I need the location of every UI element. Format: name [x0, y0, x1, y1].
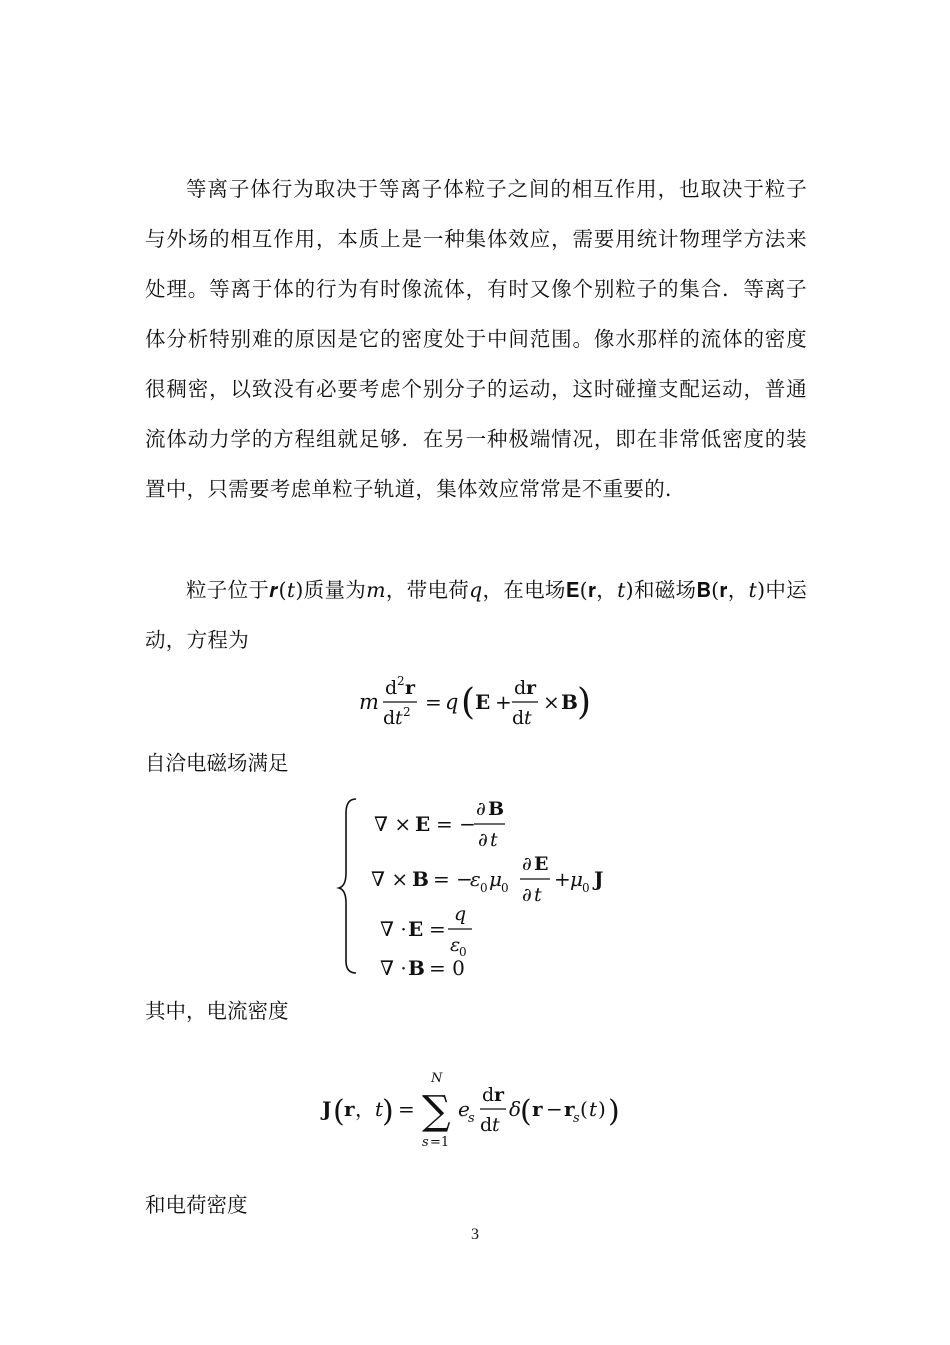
svg-text:(: (: [333, 1094, 345, 1129]
svg-text:E: E: [534, 853, 549, 875]
svg-text:∂: ∂: [522, 884, 532, 906]
svg-text:∇ ·: ∇ ·: [380, 956, 407, 980]
svg-text:r: r: [526, 677, 537, 699]
svg-text:r: r: [344, 1097, 355, 1121]
label-current-density: 其中，电流密度: [145, 999, 289, 1023]
svg-text:ε: ε: [470, 867, 481, 891]
svg-text:m: m: [359, 690, 379, 714]
svg-text:d: d: [383, 707, 396, 729]
svg-text:t: t: [524, 707, 532, 729]
svg-text:r: r: [532, 1097, 543, 1121]
svg-text:J: J: [594, 867, 604, 891]
svg-text:d: d: [512, 707, 525, 729]
svg-text:0: 0: [582, 881, 590, 895]
svg-text:t: t: [490, 829, 498, 851]
svg-text:∇ ×: ∇ ×: [371, 867, 409, 891]
svg-text:，: ，: [355, 1097, 375, 1121]
svg-text:s: s: [422, 1135, 429, 1150]
equation-current-density: [318, 1066, 638, 1154]
svg-text:J: J: [322, 1097, 332, 1121]
svg-text:0: 0: [459, 945, 467, 959]
svg-text:+: +: [554, 867, 571, 891]
svg-text:B: B: [408, 956, 425, 980]
svg-text:E: E: [408, 917, 424, 941]
svg-text:∂: ∂: [476, 798, 486, 820]
svg-text:∂: ∂: [522, 853, 532, 875]
svg-text:∇ ×: ∇ ×: [374, 812, 412, 836]
svg-text:N: N: [431, 1071, 443, 1086]
svg-text:q: q: [445, 690, 459, 714]
svg-text:=: =: [425, 690, 442, 714]
page-number: 3: [471, 1226, 479, 1243]
svg-text:s: s: [573, 1111, 580, 1126]
svg-text:E: E: [475, 690, 491, 714]
svg-text:ε: ε: [450, 934, 461, 956]
svg-text:): ): [577, 682, 592, 723]
label-self-consistent-field: 自洽电磁场满足: [145, 751, 289, 775]
svg-text:t: t: [375, 1097, 384, 1121]
svg-text:+: +: [495, 690, 512, 714]
svg-text:s: s: [468, 1111, 475, 1126]
svg-text:=1: =1: [430, 1135, 450, 1150]
paragraph-plasma-behavior: 等离子体行为取决于等离子体粒子之间的相互作用，也取决于粒子与外场的相互作用，本质上是一种集体效应，需要用统计物理学方法来处理。等离于体的行为有时像流体，有时又像个别粒子的集合．等离子体分析特别难的原因是它的密度处于中间范围。像水那样的流体的密度很稠密，以致没有必要考虑个别分子的运动，这时碰撞支配运动，普通流体动力学的方程组就足够．在另一种极端情况，即在非常低密度的装置中，只需要考虑单粒子轨道，集体效应常常是不重要的．: [145, 177, 807, 501]
svg-text:δ: δ: [509, 1097, 522, 1121]
svg-text:= 0: = 0: [429, 956, 465, 980]
svg-text:d: d: [514, 677, 527, 699]
svg-text:t: t: [395, 707, 403, 729]
svg-text:): ): [382, 1094, 394, 1129]
svg-text:= −: = −: [436, 812, 476, 836]
svg-text:−: −: [546, 1097, 563, 1121]
svg-text:t: t: [534, 884, 542, 906]
svg-text:2: 2: [403, 705, 411, 719]
svg-text:∇ ·: ∇ ·: [380, 917, 407, 941]
svg-text:×: ×: [543, 690, 560, 714]
svg-text:=: =: [398, 1097, 415, 1121]
svg-text:r: r: [494, 1084, 505, 1106]
svg-text:t: t: [589, 1097, 598, 1121]
svg-text:0: 0: [480, 881, 488, 895]
svg-text:∂: ∂: [478, 829, 488, 851]
svg-text:(: (: [520, 1094, 532, 1129]
svg-text:E: E: [415, 812, 431, 836]
svg-text:q: q: [454, 903, 467, 925]
svg-text:∑: ∑: [422, 1088, 451, 1134]
equation-motion: [355, 672, 595, 734]
svg-text:(: (: [580, 1097, 588, 1121]
svg-text:μ: μ: [489, 867, 502, 891]
svg-text:d: d: [482, 1084, 495, 1106]
svg-text:r: r: [564, 1097, 575, 1121]
svg-text:2: 2: [397, 674, 405, 688]
svg-text:e: e: [458, 1097, 470, 1121]
svg-text:0: 0: [501, 881, 509, 895]
svg-text:(: (: [461, 682, 476, 723]
svg-text:d: d: [385, 677, 398, 699]
paragraph-particle-motion: 粒子位于𝒓(𝑡)质量为𝑚，带电荷𝑞，在电场𝐄(𝐫，𝑡)和磁场𝐁(𝐫，𝑡)中运动，方程为: [145, 578, 807, 652]
svg-text:): ): [608, 1094, 620, 1129]
label-charge-density: 和电荷密度: [145, 1193, 248, 1217]
svg-text:): ): [598, 1097, 606, 1121]
svg-text:t: t: [492, 1114, 500, 1136]
svg-text:d: d: [480, 1114, 493, 1136]
svg-text:B: B: [412, 867, 429, 891]
svg-text:r: r: [405, 677, 416, 699]
svg-text:μ: μ: [570, 867, 583, 891]
svg-text:B: B: [561, 690, 578, 714]
equation-maxwell-system: [338, 793, 628, 983]
svg-text:= −: = −: [433, 867, 473, 891]
svg-text:B: B: [488, 798, 505, 820]
svg-text:=: =: [429, 917, 446, 941]
